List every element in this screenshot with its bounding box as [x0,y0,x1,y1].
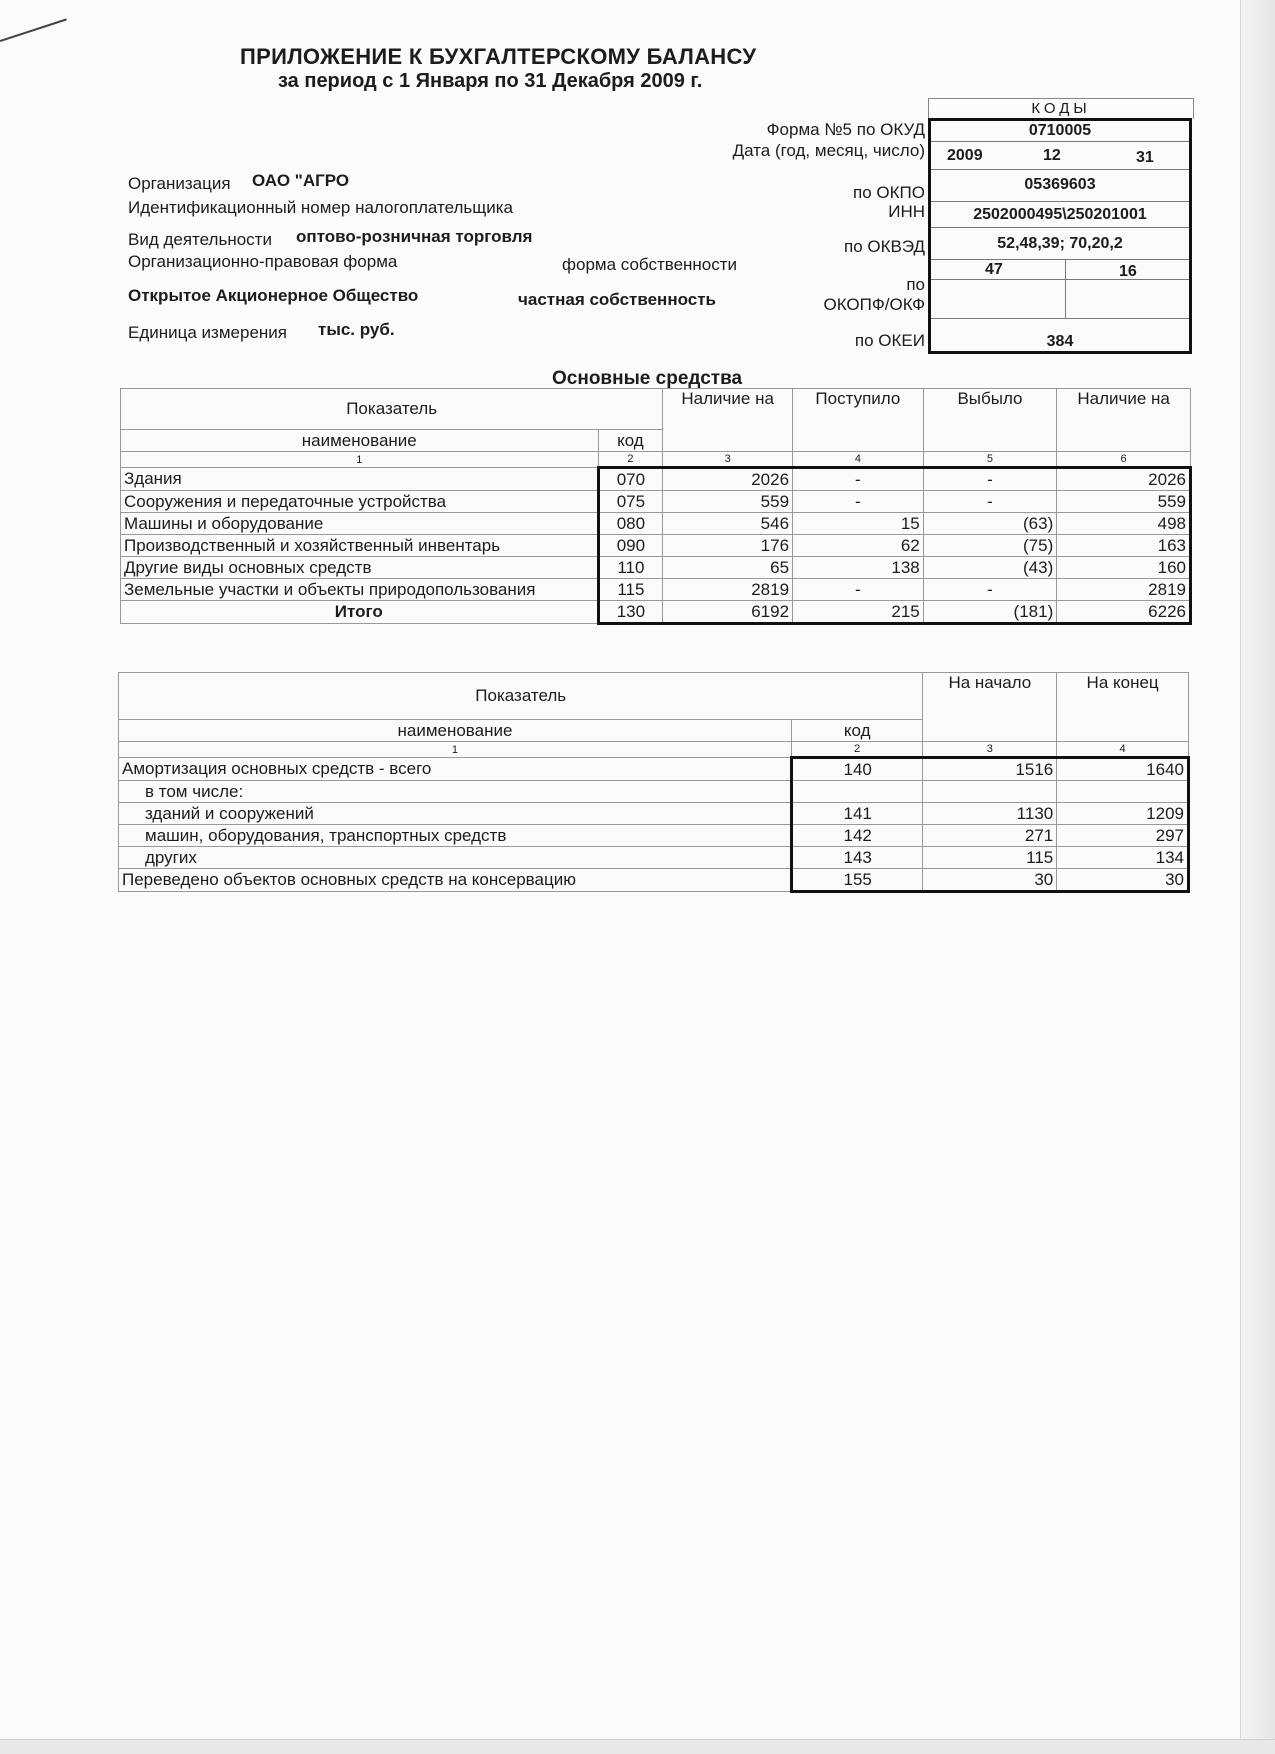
table-row: машин, оборудования, транспортных средств 142 271 297 [119,825,1189,847]
okud-code: 0710005 [1028,122,1092,139]
okved-label: по ОКВЭД [843,237,925,256]
inn-code-label: ИНН [888,202,925,221]
inn-label: Идентификационный номер налогоплательщика [128,198,513,217]
okved-code: 52,48,39; 70,20,2 [997,235,1123,252]
table-row: других 143 115 134 [119,847,1189,869]
opf-label: Организационно-правовая форма [128,252,398,271]
unit-label: Единица измерения [128,323,287,342]
assets-h-start: Наличие на [663,389,793,452]
assets-table [120,388,1192,625]
amort-h-code: код [791,720,923,742]
amort-h-name: наименование [119,720,792,742]
table-row: Производственный и хозяйственный инвентарь 090 176 62 (75) 163 [121,535,1191,557]
okpo-label: по ОКПО [853,183,925,202]
codes-heading: КОДЫ [928,98,1194,119]
date-year: 2009 [947,147,983,164]
assets-index-row: 1 2 3 4 5 6 [121,452,1191,468]
inn-code: 2502000495\250201001 [973,206,1147,223]
amort-index-row: 1 2 3 4 [119,742,1189,758]
okopf-label-2: ОКОПФ/ОКФ [823,295,925,314]
assets-h-end: Наличие на [1057,389,1191,452]
table-row: Сооружения и передаточные устройства 075 559 - - 559 [121,491,1191,513]
activity-label: Вид деятельности [128,230,272,249]
total-row: Итого 130 6192 215 (181) 6226 [121,601,1191,624]
scan-mark [0,18,67,42]
org-name: ОАО "АГРО [252,171,350,190]
page-title: ПРИЛОЖЕНИЕ К БУХГАЛТЕРСКОМУ БАЛАНСУ [240,44,757,69]
date-label: Дата (год, месяц, число) [732,141,925,160]
fs-code: 16 [1119,263,1137,280]
okud-label: Форма №5 по ОКУД [766,120,925,139]
okopf-label-1: по [906,275,925,294]
amortization-table [118,672,1190,893]
okei-code: 384 [1046,333,1074,350]
activity-value: оптово-розничная торговля [296,227,533,246]
amort-header-row [119,673,1189,720]
table-row: Переведено объектов основных средств на консервацию 155 30 30 [119,869,1189,892]
assets-h-in: Поступило [793,389,924,452]
org-label: Организация [128,174,231,193]
assets-h-name: наименование [121,430,599,452]
page-bottom-edge [0,1739,1275,1754]
assets-header-row [121,389,1191,430]
table-row: в том числе: [119,781,1189,803]
table-row: зданий и сооружений 141 1130 1209 [119,803,1189,825]
date-month: 12 [1043,147,1061,164]
unit-value: тыс. руб. [318,320,395,339]
page-subtitle: за период с 1 Января по 31 Декабря 2009 г. [278,70,703,92]
table-row: Здания 070 2026 - - 2026 [121,468,1191,491]
date-day: 31 [1136,149,1154,166]
page-edge [1240,0,1275,1754]
assets-h-out: Выбыло [923,389,1057,452]
amort-h-end: На конец [1057,673,1189,742]
table-row: Земельные участки и объекты природопользования 115 2819 - - 2819 [121,579,1191,601]
fs-value: частная собственность [518,290,716,309]
okei-label: по ОКЕИ [854,331,925,350]
assets-section-title: Основные средства [552,368,743,389]
fs-label: форма собственности [562,255,738,274]
table-row: Другие виды основных средств 110 65 138 (43) 160 [121,557,1191,579]
assets-h-code: код [598,430,663,452]
amort-h-indicator: Показатель [119,673,923,720]
opf-value: Открытое Акционерное Общество [128,286,419,305]
table-row: Амортизация основных средств - всего 140 1516 1640 [119,758,1189,781]
okpo-code: 05369603 [1024,176,1096,193]
table-row: Машины и оборудование 080 546 15 (63) 498 [121,513,1191,535]
amort-h-start: На начало [923,673,1057,742]
codes-box [928,118,1192,354]
assets-h-indicator: Показатель [121,389,663,430]
opf-code: 47 [985,261,1003,278]
